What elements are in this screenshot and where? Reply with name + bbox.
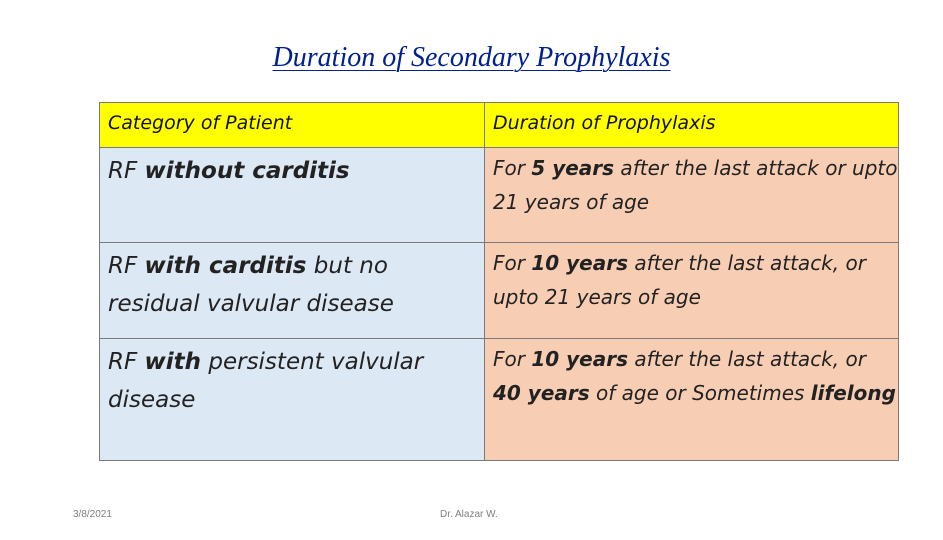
- header-category: Category of Patient: [100, 103, 485, 148]
- slide-date: 3/8/2021: [73, 509, 112, 520]
- duration-emphasis: lifelong: [810, 381, 896, 405]
- header-duration: Duration of Prophylaxis: [485, 103, 899, 148]
- duration-text: For: [493, 251, 532, 275]
- category-text: RF: [108, 253, 145, 279]
- duration-text: after the last attack or upto 21 years of age: [493, 156, 898, 214]
- duration-cell: [485, 243, 899, 339]
- table-header-row: [100, 103, 899, 148]
- category-text: but no residual valvular disease: [108, 253, 394, 317]
- duration-text: after the last attack, or upto 21 years of age: [493, 251, 866, 309]
- duration-text: of age or Sometimes: [589, 381, 811, 405]
- slide-author: Dr. Alazar W.: [440, 509, 498, 520]
- duration-cell: [485, 339, 899, 461]
- table-row: [100, 243, 899, 339]
- category-cell: [100, 148, 485, 243]
- category-text: RF: [108, 158, 145, 184]
- table-row: [100, 339, 899, 461]
- slide-title: Duration of Secondary Prophylaxis: [272, 42, 671, 73]
- category-emphasis: without carditis: [144, 158, 350, 184]
- category-emphasis: with: [144, 349, 202, 375]
- prophylaxis-table: [99, 102, 899, 461]
- duration-emphasis: 10 years: [531, 251, 628, 275]
- duration-text: after the last attack, or: [628, 347, 866, 371]
- duration-text: For: [493, 347, 532, 371]
- category-emphasis: with carditis: [144, 253, 307, 279]
- category-cell: [100, 339, 485, 461]
- duration-emphasis: 10 years: [531, 347, 628, 371]
- duration-text: For: [493, 156, 532, 180]
- category-cell: [100, 243, 485, 339]
- table-row: [100, 148, 899, 243]
- duration-emphasis: 40 years: [493, 381, 590, 405]
- category-text: persistent valvular disease: [108, 349, 424, 413]
- category-text: RF: [108, 349, 145, 375]
- duration-emphasis: 5 years: [531, 156, 615, 180]
- duration-cell: [485, 148, 899, 243]
